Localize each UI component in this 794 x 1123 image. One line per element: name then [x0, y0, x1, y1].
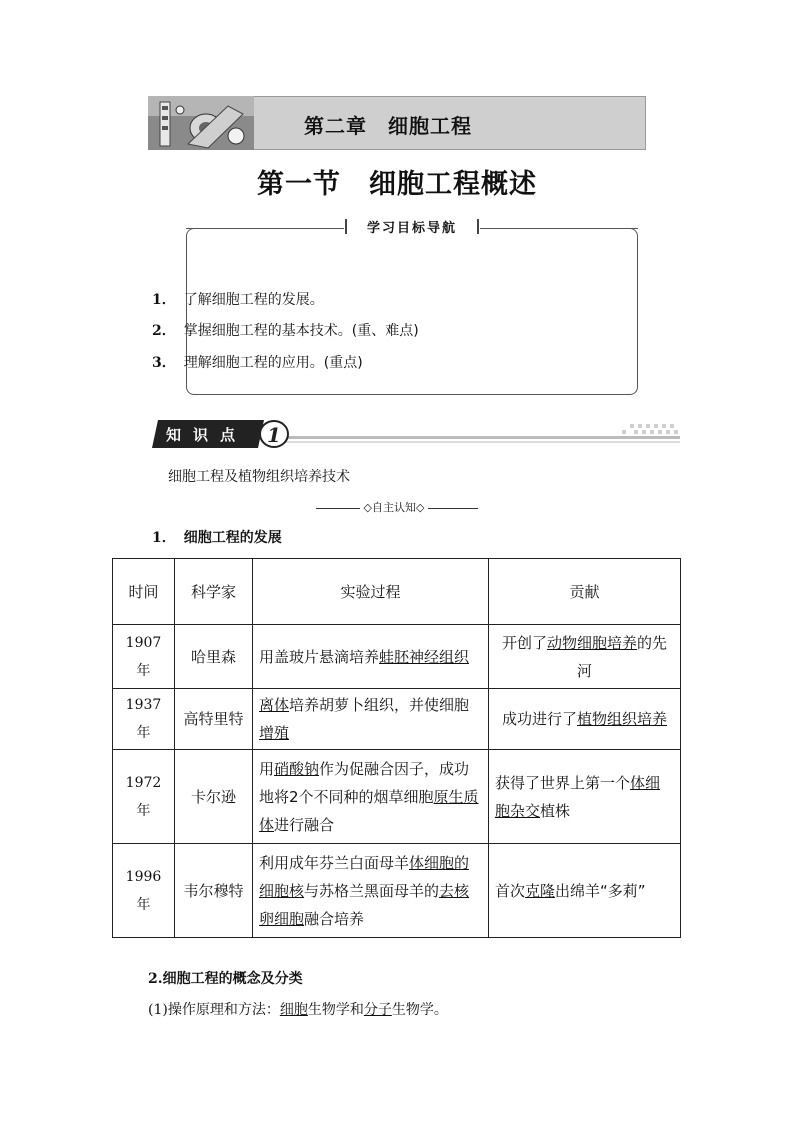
- knowledge-point-label: 知识点: [166, 426, 248, 444]
- contribution-cell: 首次克隆出绵羊“多莉”: [489, 844, 681, 938]
- objective-item: 3． 理解细胞工程的应用。(重点): [152, 355, 363, 371]
- scientist-cell: 哈里森: [175, 625, 253, 689]
- scientist-cell: 高特里特: [175, 689, 253, 750]
- year-cell: 1996年: [113, 844, 175, 938]
- process-cell: 用盖玻片悬滴培养蛙胚神经组织: [253, 625, 489, 689]
- objective-item: 1． 了解细胞工程的发展。: [152, 292, 324, 308]
- chapter-title: 第二章 细胞工程: [304, 114, 472, 138]
- contribution-cell: 获得了世界上第一个体细胞杂交植株: [489, 750, 681, 844]
- self-study-label: 自主认知: [372, 501, 416, 514]
- table-row: [113, 625, 681, 689]
- knowledge-point-number: 1: [267, 423, 281, 447]
- section-heading-1: 1． 细胞工程的发展: [152, 530, 282, 546]
- chapter-banner-image: [148, 96, 254, 150]
- objective-item: 2． 掌握细胞工程的基本技术。(重、难点): [152, 323, 419, 339]
- column-header: 科学家: [175, 559, 253, 625]
- self-study-divider: ◇自主认知◇: [0, 499, 794, 515]
- scientist-cell: 卡尔逊: [175, 750, 253, 844]
- paragraph-principle: (1)操作原理和方法：细胞生物学和分子生物学。: [148, 1002, 448, 1018]
- section-title: 第一节 细胞工程概述: [257, 169, 537, 200]
- scientist-cell: 韦尔穆特: [175, 844, 253, 938]
- year-cell: 1937年: [113, 689, 175, 750]
- contribution-cell: 成功进行了植物组织培养: [489, 689, 681, 750]
- table-row: [113, 689, 681, 750]
- contribution-cell: 开创了动物细胞培养的先河: [489, 625, 681, 689]
- column-header: 实验过程: [253, 559, 489, 625]
- table-header-row: [113, 559, 681, 625]
- process-cell: 用硝酸钠作为促融合因子，成功地将2个不同种的烟草细胞原生质体进行融合: [253, 750, 489, 844]
- section-heading-2: 2.细胞工程的概念及分类: [148, 971, 303, 987]
- year-cell: 1907年: [113, 625, 175, 689]
- table-row: [113, 750, 681, 844]
- column-header: 贡献: [489, 559, 681, 625]
- year-cell: 1972年: [113, 750, 175, 844]
- column-header: 时间: [113, 559, 175, 625]
- objectives-label: 学习目标导航: [366, 221, 457, 236]
- process-cell: 利用成年芬兰白面母羊体细胞的细胞核与苏格兰黑面母羊的去核卵细胞融合培养: [253, 844, 489, 938]
- history-table: [112, 558, 681, 938]
- process-cell: 离体培养胡萝卜组织，并使细胞增殖: [253, 689, 489, 750]
- knowledge-point-topic: 细胞工程及植物组织培养技术: [168, 469, 350, 485]
- table-row: [113, 844, 681, 938]
